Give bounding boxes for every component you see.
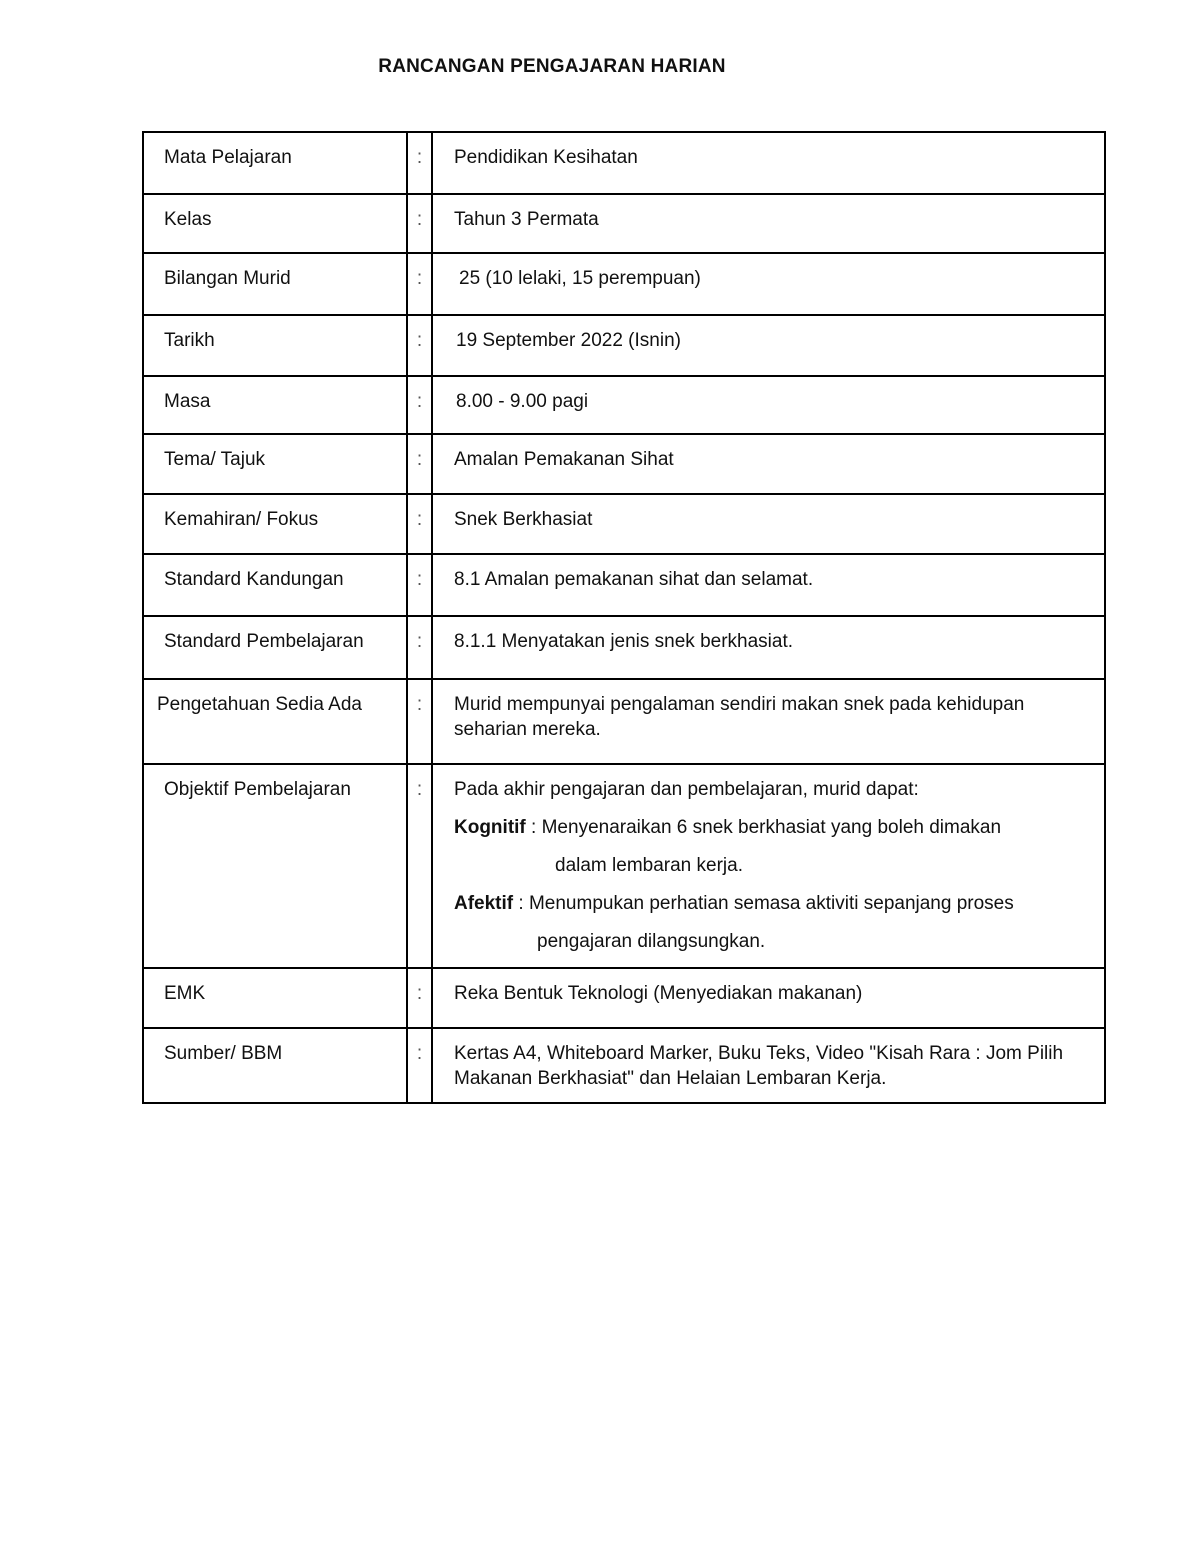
row-separator: : xyxy=(407,968,432,1028)
table-row xyxy=(143,376,1105,434)
row-value: 25 (10 lelaki, 15 perempuan) xyxy=(432,253,1105,315)
table-row xyxy=(143,968,1105,1028)
row-label: Mata Pelajaran xyxy=(143,132,407,194)
row-separator: : xyxy=(407,554,432,616)
table-row xyxy=(143,253,1105,315)
row-separator: : xyxy=(407,194,432,253)
objective-intro: Pada akhir pengajaran dan pembelajaran, murid dapat: xyxy=(454,779,919,800)
table-row xyxy=(143,1028,1105,1103)
row-label: Tarikh xyxy=(143,315,407,376)
row-separator: : xyxy=(407,253,432,315)
row-label: Objektif Pembelajaran xyxy=(143,764,407,968)
objective-kognitif xyxy=(454,815,1094,840)
row-separator: : xyxy=(407,679,432,764)
afektif-text: : Menumpukan perhatian semasa aktiviti sepanjang proses xyxy=(518,893,1014,914)
kognitif-text: : Menyenaraikan 6 snek berkhasiat yang boleh dimakan xyxy=(531,817,1002,838)
table-row xyxy=(143,132,1105,194)
row-label: Masa xyxy=(143,376,407,434)
row-separator: : xyxy=(407,315,432,376)
row-value: Snek Berkhasiat xyxy=(432,494,1105,554)
table-row xyxy=(143,194,1105,253)
table-row xyxy=(143,554,1105,616)
row-separator: : xyxy=(407,376,432,434)
afektif-label: Afektif xyxy=(454,893,514,914)
row-value: 8.1.1 Menyatakan jenis snek berkhasiat. xyxy=(432,616,1105,679)
table-row xyxy=(143,679,1105,764)
row-value: Reka Bentuk Teknologi (Menyediakan makanan) xyxy=(432,968,1105,1028)
afektif-text-cont: pengajaran dilangsungkan. xyxy=(537,931,766,952)
table-row xyxy=(143,315,1105,376)
row-value: Amalan Pemakanan Sihat xyxy=(432,434,1105,494)
row-value: Kertas A4, Whiteboard Marker, Buku Teks, Video "Kisah Rara : Jom Pilih Makanan Berkhasiat" dan Helaian Lembaran Kerja. xyxy=(432,1028,1105,1103)
row-separator: : xyxy=(407,1028,432,1103)
row-separator: : xyxy=(407,616,432,679)
page-title: RANCANGAN PENGAJARAN HARIAN xyxy=(378,56,726,77)
row-label: Pengetahuan Sedia Ada xyxy=(143,679,407,764)
objective-content xyxy=(432,764,1105,968)
row-value: Pendidikan Kesihatan xyxy=(432,132,1105,194)
row-value: 8.00 - 9.00 pagi xyxy=(432,376,1105,434)
row-label: Kelas xyxy=(143,194,407,253)
row-label: Standard Pembelajaran xyxy=(143,616,407,679)
row-label: Kemahiran/ Fokus xyxy=(143,494,407,554)
table-row xyxy=(143,434,1105,494)
row-separator: : xyxy=(407,494,432,554)
row-value: 8.1 Amalan pemakanan sihat dan selamat. xyxy=(432,554,1105,616)
row-label: Bilangan Murid xyxy=(143,253,407,315)
kognitif-text-cont: dalam lembaran kerja. xyxy=(555,855,743,876)
table-row xyxy=(143,494,1105,554)
objective-afektif xyxy=(454,891,1094,916)
row-label: Standard Kandungan xyxy=(143,554,407,616)
row-value: Tahun 3 Permata xyxy=(432,194,1105,253)
table-row-objective xyxy=(143,764,1105,968)
row-separator: : xyxy=(407,132,432,194)
row-label: Tema/ Tajuk xyxy=(143,434,407,494)
row-label: EMK xyxy=(143,968,407,1028)
row-label: Sumber/ BBM xyxy=(143,1028,407,1103)
row-value: 19 September 2022 (Isnin) xyxy=(432,315,1105,376)
table-row xyxy=(143,616,1105,679)
row-separator: : xyxy=(407,764,432,968)
lesson-plan-table xyxy=(142,131,1106,1104)
kognitif-label: Kognitif xyxy=(454,817,526,838)
row-value: Murid mempunyai pengalaman sendiri makan snek pada kehidupan seharian mereka. xyxy=(432,679,1105,764)
row-separator: : xyxy=(407,434,432,494)
